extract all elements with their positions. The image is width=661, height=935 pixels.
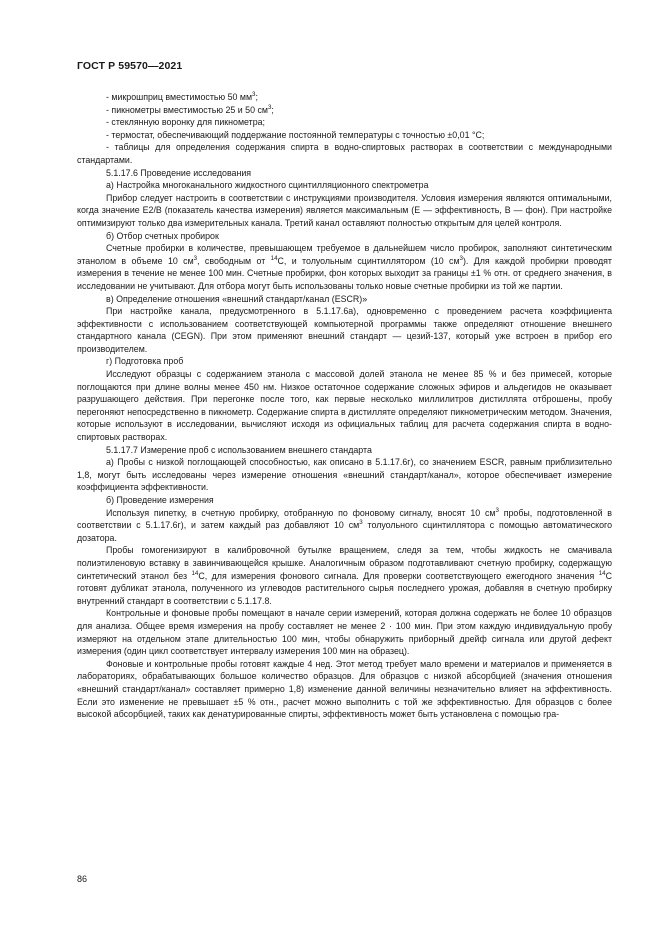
text-run: б) Проведение измерения bbox=[106, 495, 214, 505]
text-run: Используя пипетку, в счетную пробирку, отобранную по фоновому сигналу, вносят 10 см bbox=[106, 507, 496, 518]
superscript: 3 bbox=[267, 103, 272, 111]
subsection-heading bbox=[77, 494, 612, 507]
text-run: - стеклянную воронку для пикнометра; bbox=[106, 117, 265, 128]
text-run: пробы, подготовленной в соответствии с 5.1.17.6г), и затем каждый раз добавляют 10 см bbox=[77, 507, 612, 531]
document-header: ГОСТ Р 59570—2021 bbox=[77, 60, 183, 72]
text-run: Фоновые и контрольные пробы готовят каждые 4 нед. Этот метод требует мало времени и материалов и применяется в лабораториях, обрабатывающих большое количество образцов. Для образцов с низкой абсорбцией (значения отношения «внешний стандарт/канал» составляет примерно 1,8) изменение данной величины незначительно влияет на эффективность. Если это изменение не превышает ±5 % отн., расчет можно выполнить с той же эффективностью. Для образцов с более высокой абсорбцией, таких как денатурированные спирты, эффективность может быть установлена с помощью гра- bbox=[77, 658, 612, 720]
text-run: - термостат, обеспечивающий поддержание постоянной температуры с точностью ±0,01 °С; bbox=[106, 129, 485, 140]
text-run: Пробы гомогенизируют в калибровочной бутылке вращением, следя за тем, чтобы жидкость не смачивала полиэтиленовую вставку в завинчивающейся крышке. Аналогичным образом подготавливают счетную пробирку, содержащую синтетический этанол без bbox=[77, 545, 612, 581]
text-run: ; bbox=[271, 104, 274, 115]
text-run: ; bbox=[255, 92, 258, 102]
paragraph bbox=[77, 658, 612, 721]
paragraph bbox=[77, 116, 612, 129]
superscript: 14 bbox=[191, 569, 199, 577]
subsection-heading bbox=[77, 293, 612, 306]
superscript: 3 bbox=[359, 519, 363, 527]
text-run: ). Для каждой пробирки проводят измерения в течение не менее 100 мин. Счетные пробирки, фон которых выходит за границы ±1 % отн. от среднего значения, в исследовании не учитывают. Для отбора могут быть использованы только новые счетные пробирки из той же партии. bbox=[77, 255, 612, 291]
paragraph bbox=[77, 507, 612, 545]
text-run: С, и толуольным сцинтиллятором (10 см bbox=[277, 255, 460, 266]
text-run: б) Отбор счетных пробирок bbox=[106, 230, 219, 241]
subsection-heading bbox=[77, 179, 612, 192]
paragraph bbox=[77, 368, 612, 444]
paragraph bbox=[77, 129, 612, 142]
superscript: 14 bbox=[270, 254, 278, 262]
text-run: Исследуют образцы с содержанием этанола с массовой долей этанола не менее 85 % и без примесей, которые поглощаются при длине волны менее 450 нм. Низкое остаточное содержание сложных эфиров и альдегидов не оказывает разрушающего действия. При перегонке после того, как первые несколько миллилитров дистиллята отброшены, пробу перегоняют непосредственно в пикнометр. Содержание спирта в дистилляте определяют пикнометрическим методом. Значения, которые используют в исследовании, вычисляют исходя из официальных таблиц для расчета содержания спирта в водно-спиртовых растворах. bbox=[77, 369, 612, 443]
paragraph bbox=[77, 544, 612, 607]
section-heading bbox=[77, 444, 612, 457]
text-run: толуольного сцинтиллятора с помощью автоматического дозатора. bbox=[77, 520, 613, 543]
text-run: - таблицы для определения содержания спирта в водно-спиртовых растворах в соответствии с международными стандартами. bbox=[77, 142, 612, 165]
text-run: в) Определение отношения «внешний стандарт/канал (ESCR)» bbox=[106, 293, 368, 304]
superscript: 3 bbox=[495, 506, 499, 514]
paragraph bbox=[77, 104, 612, 117]
text-run: Прибор следует настроить в соответствии с инструкциями производителя. Условия измерения являются оптимальными, когда значение E2/B (показатель качества измерения) является максимальным (Е — эффективность, В — фон). При настройке оптимизируют только два измерительных канала. Третий канал оставляют полностью открытым для целей контроля. bbox=[77, 192, 612, 228]
paragraph bbox=[77, 305, 612, 355]
superscript: 3 bbox=[252, 91, 256, 99]
text-run: 5.1.17.7 Измерение проб с использованием внешнего стандарта bbox=[106, 444, 372, 455]
paragraph bbox=[77, 91, 612, 104]
text-run: Контрольные и фоновые пробы помещают в начале серии измерений, которая должна содержать не более 10 образцов для анализа. Общее время измерения на пробу составляет не менее 2 · 100 мин. При этом каждую индивидуальную пробу измеряют на отдельном этапе длительностью 100 мин, чтобы обнаружить приборный дрейф сигнала или другой дефект измерения (один цикл соответствует интервалу измерения 100 мин на образец). bbox=[77, 608, 612, 657]
text-run: С, для измерения фонового сигнала. Для проверки соответствующего ежегодного значения bbox=[198, 570, 599, 581]
text-run: С готовят дубликат этанола, полученного из углеводов растительного сырья последнего урожая, добавляя в счетную пробирку внутренний стандарт в соответствии с 5.1.17.8. bbox=[77, 570, 612, 606]
text-run: , свободным от bbox=[197, 255, 271, 266]
paragraph bbox=[77, 242, 612, 292]
text-run: а) Пробы с низкой поглощающей способностью, как описано в 5.1.17.6г), со значением ESCR, равным приблизительно 1,8, могут быть исследованы через измерение отношения «внешний стандарт/канал», которое обеспечивает измерение коэффициента эффективности. bbox=[77, 457, 612, 493]
superscript: 14 bbox=[598, 569, 606, 577]
text-run: Счетные пробирки в количестве, превышающем требуемое в дальнейшем число пробирок, заполняют синтетическим этанолом в объеме 10 см bbox=[77, 243, 612, 266]
paragraph bbox=[77, 456, 612, 494]
superscript: 3 bbox=[193, 254, 198, 262]
paragraph bbox=[77, 607, 612, 657]
subsection-heading bbox=[77, 355, 612, 368]
paragraph bbox=[77, 141, 612, 166]
text-run: г) Подготовка проб bbox=[106, 356, 184, 367]
text-run: - пикнометры вместимостью 25 и 50 см bbox=[106, 104, 268, 115]
section-heading bbox=[77, 167, 612, 180]
paragraph bbox=[77, 192, 612, 230]
superscript: 3 bbox=[459, 254, 463, 262]
text-run: 5.1.17.6 Проведение исследования bbox=[106, 167, 252, 178]
text-run: При настройке канала, предусмотренного в 5.1.17.6а), одновременно с проведением расчета коэффициента эффективности с использованием соответствующей компьютерной программы также определяют отношение внешнего стандартного канала (CEGN). При этом применяют внешний стандарт — цезий-137, который уже встроен в прибор его производителем. bbox=[77, 306, 612, 354]
subsection-heading bbox=[77, 230, 612, 243]
page-number: 86 bbox=[77, 874, 88, 884]
text-run: - микрошприц вместимостью 50 мм bbox=[106, 92, 253, 102]
document-body bbox=[77, 91, 612, 721]
text-run: а) Настройка многоканального жидкостного сцинтилляционного спектрометра bbox=[106, 180, 429, 191]
